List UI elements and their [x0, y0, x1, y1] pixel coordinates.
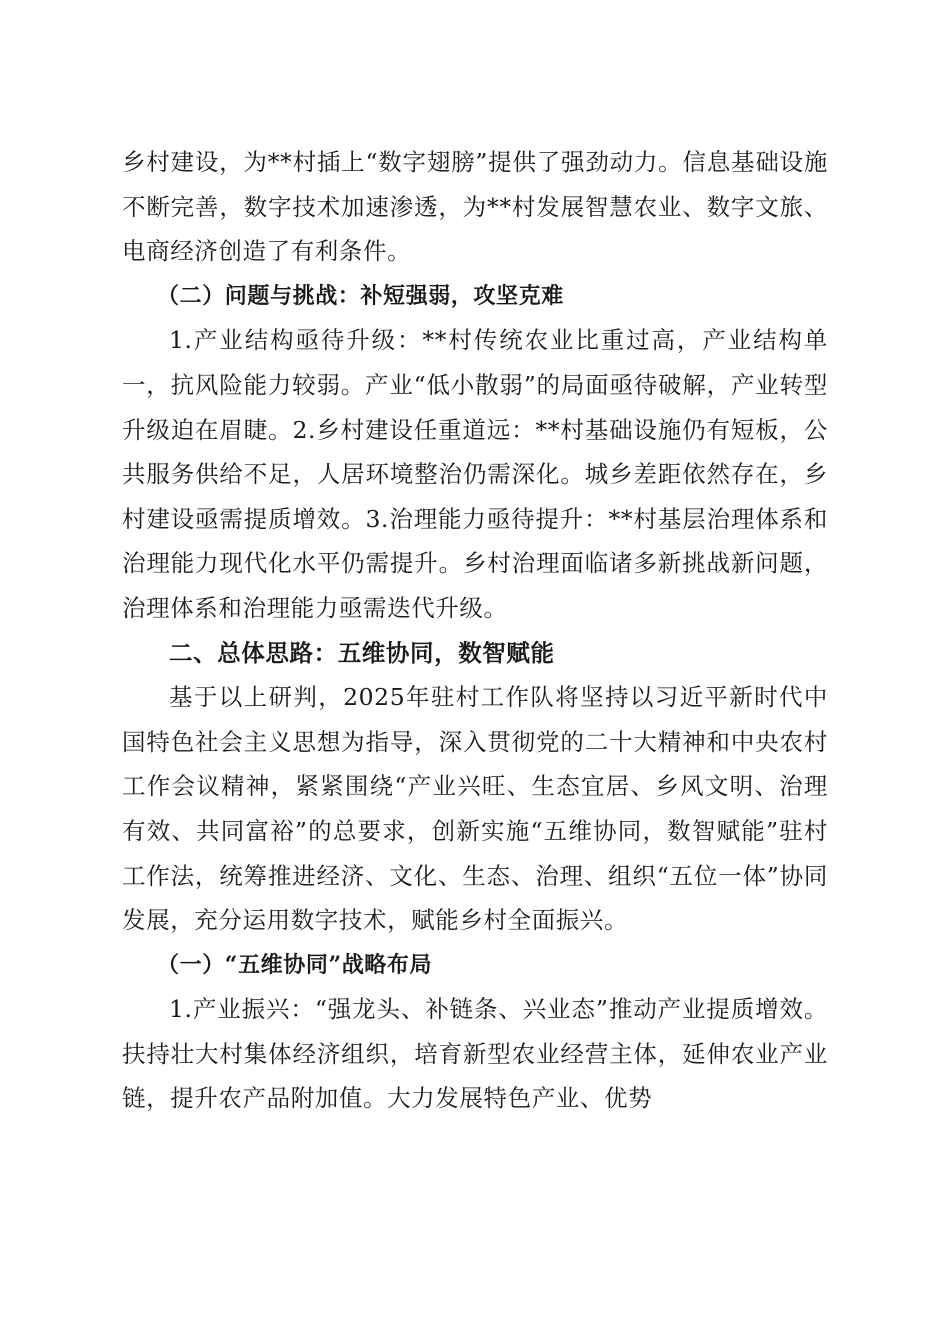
section-heading-strategic-layout: （一）“五维协同”战略布局 — [157, 951, 433, 978]
paragraph-problems-list: 1.产业结构亟待升级：**村传统农业比重过高，产业结构单一，抗风险能力较弱。产业“低小散弱”的局面亟待破解，产业转型升级迫在眉睫。2.乡村建设任重道远：**村基础设施仍有短板，公共服务供给不足，人居环境整治仍需深化。城乡差距依然存在，乡村建设亟需提质增效。3.治理能力亟待提升：**村基层治理体系和治理能力现代化水平仍需提升。乡村治理面临诸多新挑战新问题，治理体系和治理能力亟需迭代升级。 — [122, 326, 828, 622]
document-body — [122, 140, 828, 1121]
chapter-heading-overall-approach: 二、总体思路：五维协同，数智赋能 — [169, 638, 555, 667]
paragraph-industry-revitalization: 1.产业振兴：“强龙头、补链条、兴业态”推动产业提质增效。扶持壮大村集体经济组织，培育新型农业经营主体，延伸农业产业链，提升农产品附加值。大力发展特色产业、优势 — [122, 995, 828, 1113]
paragraph-overall-approach: 基于以上研判，2025年驻村工作队将坚持以习近平新时代中国特色社会主义思想为指导，深入贯彻党的二十大精神和中央农村工作会议精神，紧紧围绕“产业兴旺、生态宜居、乡风文明、治理有效、共同富裕”的总要求，创新实施“五维协同，数智赋能”驻村工作法，统筹推进经济、文化、生态、治理、组织“五位一体”协同发展，充分运用数字技术，赋能乡村全面振兴。 — [122, 683, 828, 935]
paragraph-intro-continuation: 乡村建设，为**村插上“数字翅膀”提供了强劲动力。信息基础设施不断完善，数字技术加速渗透，为**村发展智慧农业、数字文旅、电商经济创造了有利条件。 — [122, 148, 828, 266]
section-heading-problems-challenges: （二）问题与挑战：补短强弱，攻坚克难 — [157, 282, 564, 309]
